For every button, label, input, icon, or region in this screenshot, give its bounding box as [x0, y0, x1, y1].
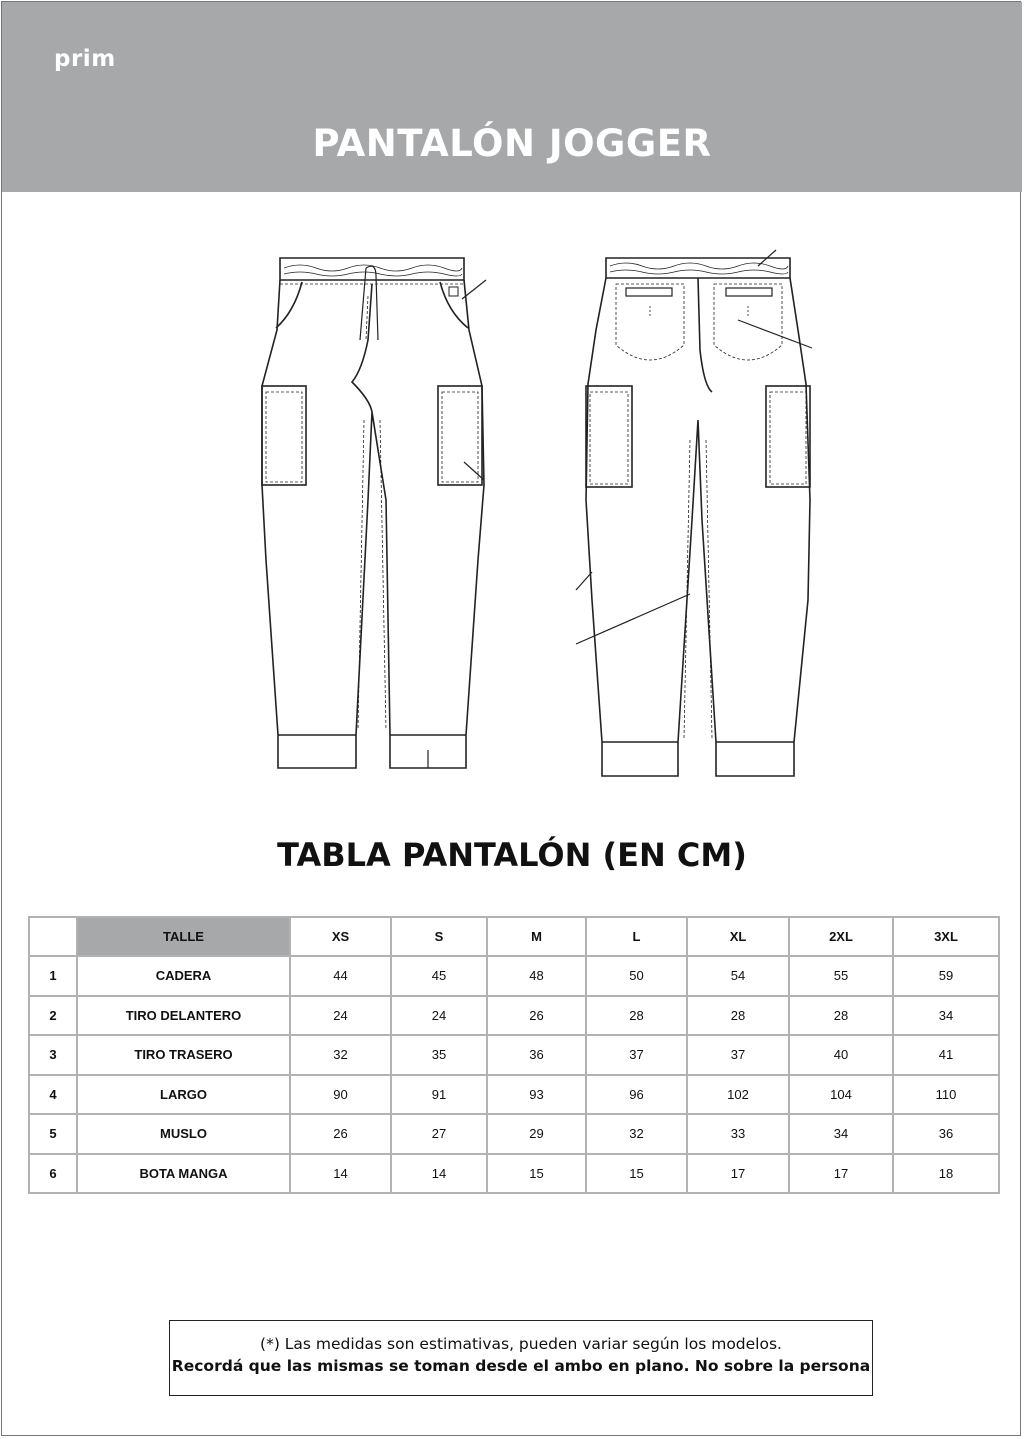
- pants-front-icon: [262, 258, 486, 768]
- size-header-cell: M: [487, 917, 586, 956]
- measurement-value-cell: 15: [487, 1154, 586, 1194]
- measurement-value-cell: 32: [586, 1114, 687, 1154]
- size-table: [28, 916, 1000, 1194]
- size-header-cell: XL: [687, 917, 789, 956]
- note-instruction: Recordá que las mismas se toman desde el ambo en plano. No sobre la persona: [171, 1357, 871, 1375]
- measurement-value-cell: 37: [687, 1035, 789, 1075]
- size-header-cell: L: [586, 917, 687, 956]
- measurement-value-cell: 28: [687, 996, 789, 1036]
- measurement-value-cell: 26: [487, 996, 586, 1036]
- measurement-value-cell: 48: [487, 956, 586, 996]
- measurement-value-cell: 59: [893, 956, 999, 996]
- measurement-value-cell: 29: [487, 1114, 586, 1154]
- row-number-cell: 5: [29, 1114, 77, 1154]
- brand-logo: prim: [54, 46, 116, 72]
- table-row: [29, 956, 999, 996]
- measurement-value-cell: 110: [893, 1075, 999, 1115]
- row-number-cell: 2: [29, 996, 77, 1036]
- measurement-label-cell: BOTA MANGA: [77, 1154, 290, 1194]
- table-row: [29, 996, 999, 1036]
- measurement-value-cell: 35: [391, 1035, 487, 1075]
- table-row: [29, 1114, 999, 1154]
- measurement-value-cell: 55: [789, 956, 893, 996]
- measurement-value-cell: 37: [586, 1035, 687, 1075]
- measurement-value-cell: 14: [391, 1154, 487, 1194]
- measurement-value-cell: 36: [487, 1035, 586, 1075]
- measurement-label-cell: TIRO DELANTERO: [77, 996, 290, 1036]
- measurement-note: [169, 1320, 873, 1396]
- size-header-cell: S: [391, 917, 487, 956]
- row-number-cell: 1: [29, 956, 77, 996]
- measurement-value-cell: 33: [687, 1114, 789, 1154]
- measurement-value-cell: 17: [789, 1154, 893, 1194]
- table-row: [29, 1035, 999, 1075]
- measurement-value-cell: 14: [290, 1154, 391, 1194]
- measurement-value-cell: 93: [487, 1075, 586, 1115]
- measurement-label-cell: TIRO TRASERO: [77, 1035, 290, 1075]
- table-row: [29, 1075, 999, 1115]
- measurement-value-cell: 32: [290, 1035, 391, 1075]
- measurement-value-cell: 26: [290, 1114, 391, 1154]
- measurement-value-cell: 40: [789, 1035, 893, 1075]
- table-header-row: [29, 917, 999, 956]
- measurement-value-cell: 24: [290, 996, 391, 1036]
- measurement-value-cell: 104: [789, 1075, 893, 1115]
- document-title: PANTALÓN JOGGER: [312, 122, 712, 165]
- measurement-value-cell: 45: [391, 956, 487, 996]
- measurement-value-cell: 34: [789, 1114, 893, 1154]
- row-number-cell: 6: [29, 1154, 77, 1194]
- measurement-value-cell: 50: [586, 956, 687, 996]
- measurement-value-cell: 36: [893, 1114, 999, 1154]
- size-header-cell: 3XL: [893, 917, 999, 956]
- measurement-value-cell: 102: [687, 1075, 789, 1115]
- measurement-value-cell: 91: [391, 1075, 487, 1115]
- measurement-label-cell: LARGO: [77, 1075, 290, 1115]
- measurement-value-cell: 28: [586, 996, 687, 1036]
- pants-back-icon: [576, 250, 812, 776]
- measurement-value-cell: 96: [586, 1075, 687, 1115]
- table-corner-cell: [29, 917, 77, 956]
- size-header-cell: 2XL: [789, 917, 893, 956]
- note-disclaimer: (*) Las medidas son estimativas, pueden variar según los modelos.: [260, 1335, 782, 1353]
- measurement-value-cell: 18: [893, 1154, 999, 1194]
- table-title: TABLA PANTALÓN (EN CM): [277, 836, 747, 874]
- measurement-value-cell: 44: [290, 956, 391, 996]
- table-row: [29, 1154, 999, 1194]
- measurement-value-cell: 41: [893, 1035, 999, 1075]
- row-number-cell: 4: [29, 1075, 77, 1115]
- measurement-value-cell: 27: [391, 1114, 487, 1154]
- measurement-label-cell: CADERA: [77, 956, 290, 996]
- measurement-label-cell: MUSLO: [77, 1114, 290, 1154]
- measurement-value-cell: 15: [586, 1154, 687, 1194]
- measurement-value-cell: 34: [893, 996, 999, 1036]
- measurement-value-cell: 28: [789, 996, 893, 1036]
- talle-header-cell: TALLE: [77, 917, 290, 956]
- measurement-value-cell: 54: [687, 956, 789, 996]
- row-number-cell: 3: [29, 1035, 77, 1075]
- table-body: [29, 956, 999, 1193]
- measurement-value-cell: 17: [687, 1154, 789, 1194]
- measurement-value-cell: 24: [391, 996, 487, 1036]
- size-header-cell: XS: [290, 917, 391, 956]
- measurement-value-cell: 90: [290, 1075, 391, 1115]
